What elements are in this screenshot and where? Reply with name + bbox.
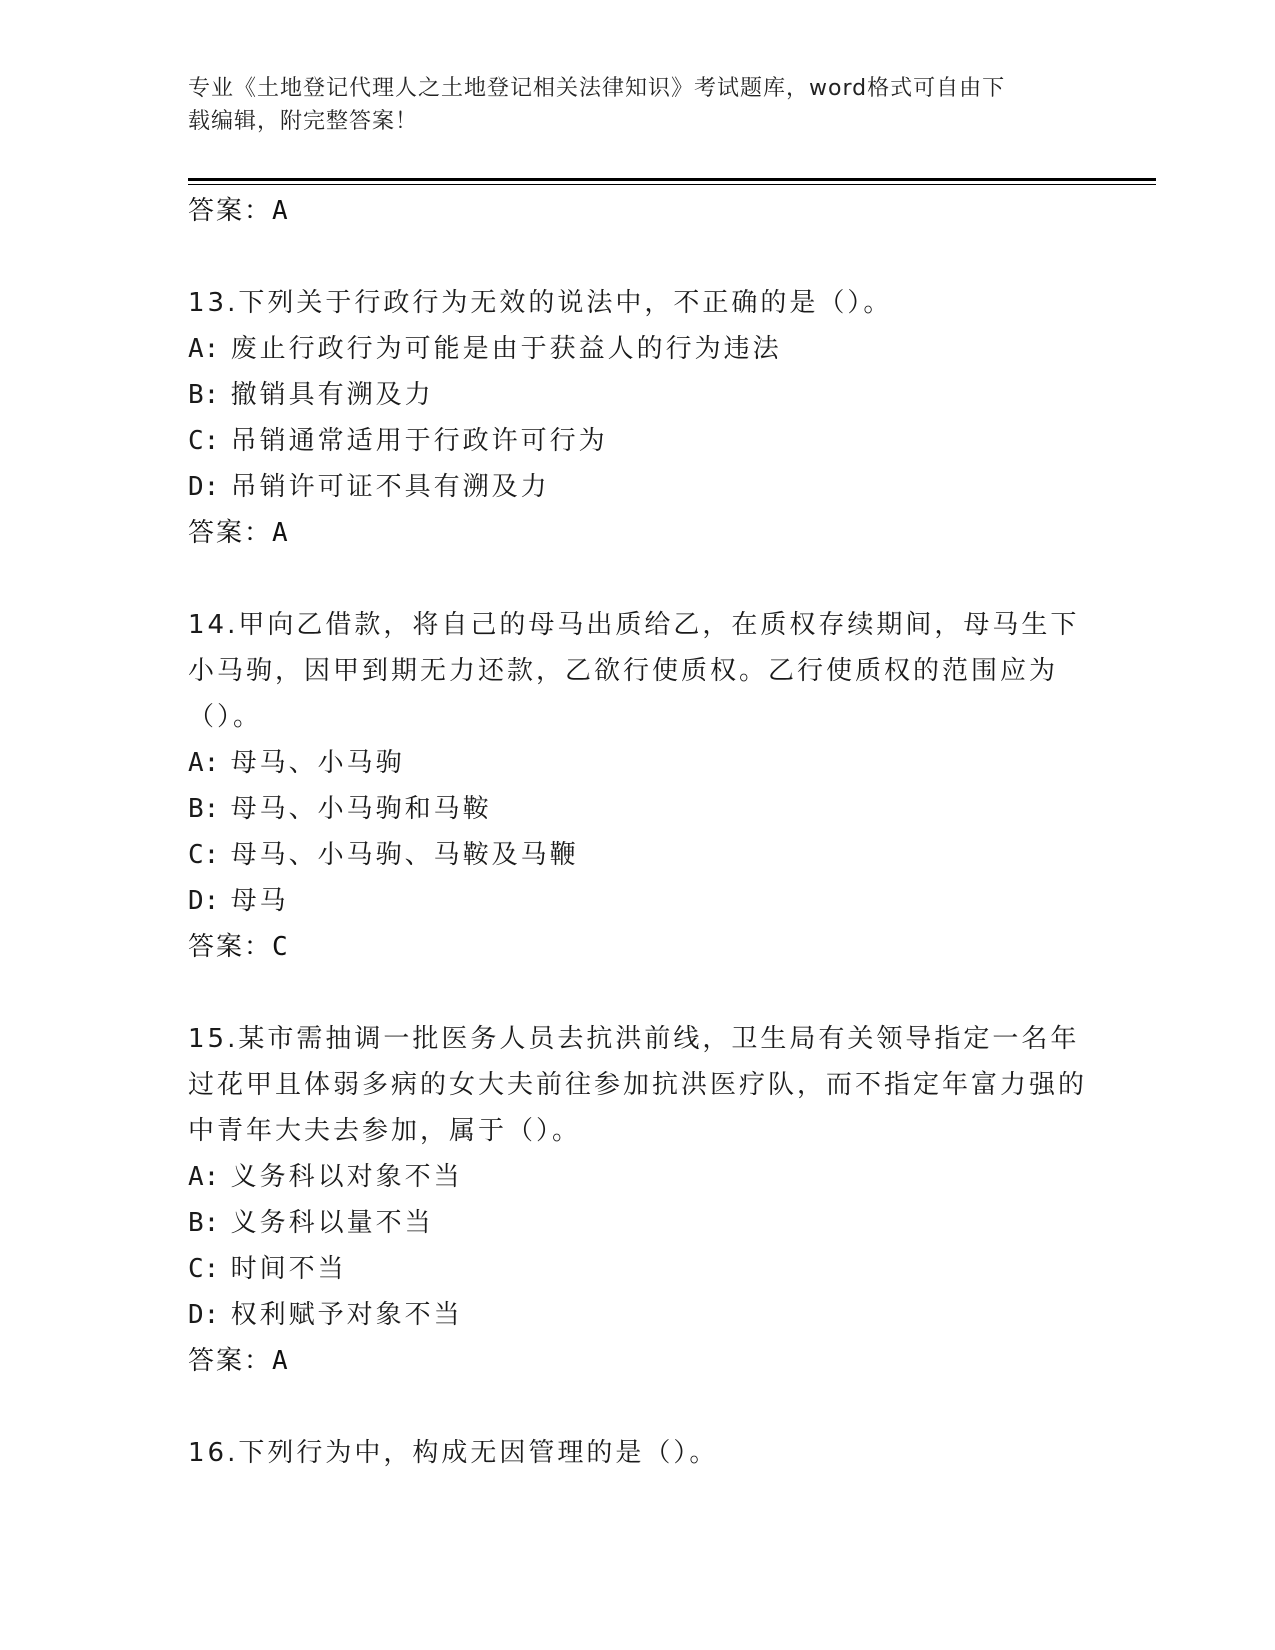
option-letter: C: [188,426,220,456]
question-stem: 15.某市需抽调一批医务人员去抗洪前线，卫生局有关领导指定一名年过花甲且体弱多病的女大夫前往参加抗洪医疗队，而不指定年富力强的中青年大夫去参加，属于（）。 [188,1024,1088,1146]
option-a [188,326,1088,372]
answer [188,924,1088,970]
answer-label: 答案： [188,518,273,548]
answer-label: 答案： [188,196,273,226]
option-text: 撤销具有溯及力 [230,380,434,410]
document-header [188,72,1068,138]
answer-label: 答案： [188,1346,273,1376]
option-letter: D: [188,472,220,502]
option-letter: A: [188,1162,220,1192]
question-16 [188,1430,1088,1476]
option-c [188,418,1088,464]
previous-answer [188,188,1088,234]
question-14 [188,602,1088,970]
question-stem: 16.下列行为中，构成无因管理的是（）。 [188,1438,719,1468]
option-a [188,740,1088,786]
option-text: 废止行政行为可能是由于获益人的行为违法 [230,334,782,364]
option-letter: C: [188,840,220,870]
option-text: 母马 [230,886,289,916]
answer [188,510,1088,556]
answer-value: A [272,518,290,548]
option-b [188,1200,1088,1246]
option-c [188,832,1088,878]
option-letter: B: [188,1208,220,1238]
answer-value: A [272,1346,290,1376]
question-stem: 13.下列关于行政行为无效的说法中，不正确的是（）。 [188,288,893,318]
option-text: 权利赋予对象不当 [230,1300,463,1330]
header-divider-thick [188,178,1156,181]
option-letter: B: [188,380,220,410]
option-text: 时间不当 [230,1254,347,1284]
option-letter: D: [188,886,220,916]
header-divider-thin [188,184,1156,185]
option-d [188,1292,1088,1338]
option-text: 母马、小马驹、马鞍及马鞭 [230,840,579,870]
option-letter: D: [188,1300,220,1330]
option-letter: B: [188,794,220,824]
answer-value: A [272,196,290,226]
answer-value: C [272,932,290,962]
header-line-2: 载编辑，附完整答案！ [188,109,419,134]
option-letter: C: [188,1254,220,1284]
option-c [188,1246,1088,1292]
option-letter: A: [188,748,220,778]
option-text: 义务科以量不当 [230,1208,434,1238]
option-b [188,786,1088,832]
answer-label: 答案： [188,932,273,962]
answer [188,1338,1088,1384]
option-text: 吊销许可证不具有溯及力 [230,472,550,502]
option-letter: A: [188,334,220,364]
option-text: 母马、小马驹和马鞍 [230,794,492,824]
option-b [188,372,1088,418]
option-d [188,464,1088,510]
question-13 [188,280,1088,556]
question-stem: 14.甲向乙借款，将自己的母马出质给乙，在质权存续期间，母马生下小马驹，因甲到期无力还款，乙欲行使质权。乙行使质权的范围应为（）。 [188,610,1080,732]
option-a [188,1154,1088,1200]
option-text: 吊销通常适用于行政许可行为 [230,426,608,456]
option-d [188,878,1088,924]
option-text: 义务科以对象不当 [230,1162,463,1192]
question-15 [188,1016,1088,1384]
header-line-1: 专业《土地登记代理人之土地登记相关法律知识》考试题库，word格式可自由下 [188,76,1006,101]
question-list [188,188,1088,1476]
option-text: 母马、小马驹 [230,748,405,778]
